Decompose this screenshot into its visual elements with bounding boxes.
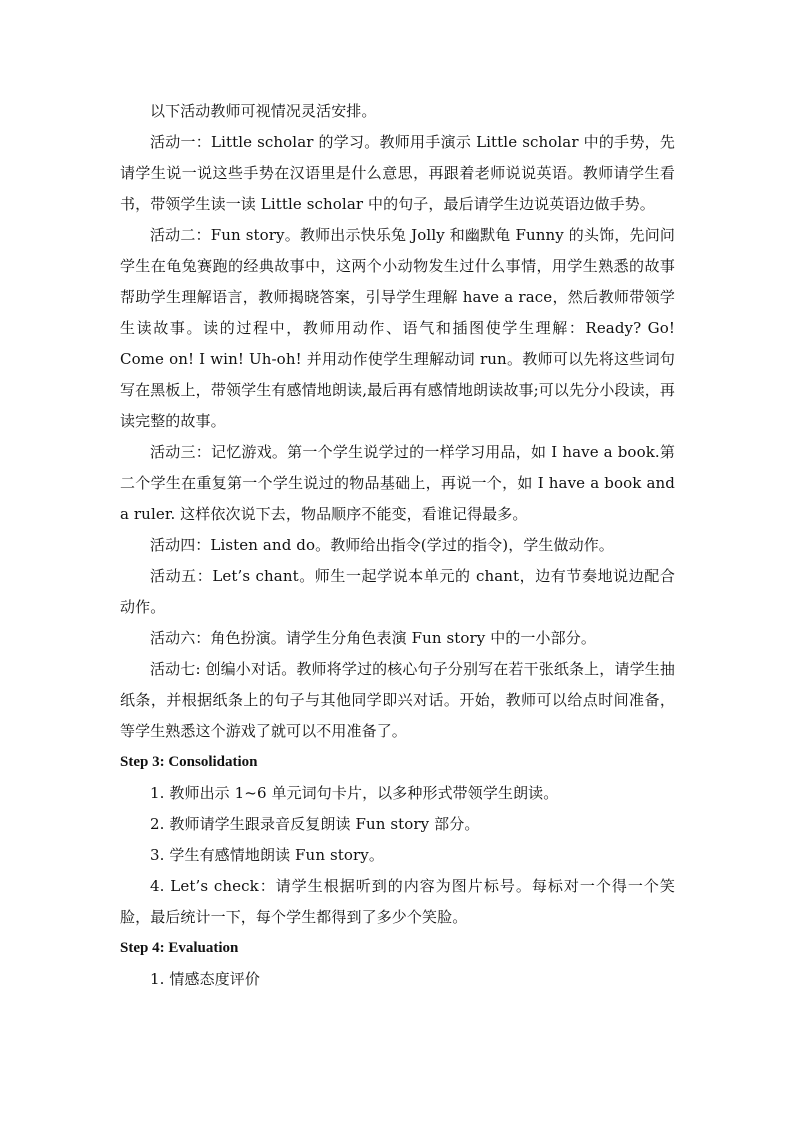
activity-3-paragraph: 活动三：记忆游戏。第一个学生说学过的一样学习用品，如 I have a book.第二个学生在重复第一个学生说过的物品基础上，再说一个，如 I have a book and a ruler. 这样依次说下去，物品顺序不能变，看谁记得最多。 [120,443,675,523]
step-4-heading: Step 4: Evaluation [120,940,239,956]
step-3-item-3: 3. 学生有感情地朗读 Fun story。 [150,846,384,864]
activity-1-paragraph: 活动一：Little scholar 的学习。教师用手演示 Little scholar 中的手势，先请学生说一说这些手势在汉语里是什么意思，再跟着老师说说英语。教师请学生看书，带领学生读一读 Little scholar 中的句子，最后请学生边说英语边做手势。 [120,133,675,213]
intro-paragraph: 以下活动教师可视情况灵活安排。 [150,102,377,120]
step-3-item-1: 1. 教师出示 1~6 单元词句卡片，以多种形式带领学生朗读。 [150,784,559,802]
activity-2-paragraph: 活动二：Fun story。教师出示快乐兔 Jolly 和幽默龟 Funny 的头饰，先问问学生在龟兔赛跑的经典故事中，这两个小动物发生过什么事情，用学生熟悉的故事帮助学生理解语言，教师揭晓答案，引导学生理解 have a race，然后教师带领学生读故事。读的过程中，教师用动作、语气和插图使学生理解：Ready? Go! Come on! I win! Uh-oh! 并用动作使学生理解动词 run。教师可以先将这些词句写在黑板上，带领学生有感情地朗读,最后再有感情地朗读故事;可以先分小段读，再读完整的故事。 [120,226,675,430]
activity-6-paragraph: 活动六：角色扮演。请学生分角色表演 Fun story 中的一小部分。 [150,629,596,647]
document-body [120,96,675,995]
activity-7-paragraph: 活动七: 创编小对话。教师将学过的核心句子分别写在若干张纸条上，请学生抽纸条，并根据纸条上的句子与其他同学即兴对话。开始，教师可以给点时间准备，等学生熟悉这个游戏了就可以不用准备了。 [120,660,675,740]
step-4-item-1: 1. 情感态度评价 [150,970,260,988]
activity-5-paragraph: 活动五：Let’s chant。师生一起学说本单元的 chant，边有节奏地说边配合动作。 [120,567,675,616]
step-3-item-4: 4. Let’s check：请学生根据听到的内容为图片标号。每标对一个得一个笑脸，最后统计一下，每个学生都得到了多少个笑脸。 [120,877,675,926]
step-3-heading: Step 3: Consolidation [120,754,258,770]
step-3-item-2: 2. 教师请学生跟录音反复朗读 Fun story 部分。 [150,815,480,833]
activity-4-paragraph: 活动四：Listen and do。教师给出指令(学过的指令)，学生做动作。 [150,536,614,554]
